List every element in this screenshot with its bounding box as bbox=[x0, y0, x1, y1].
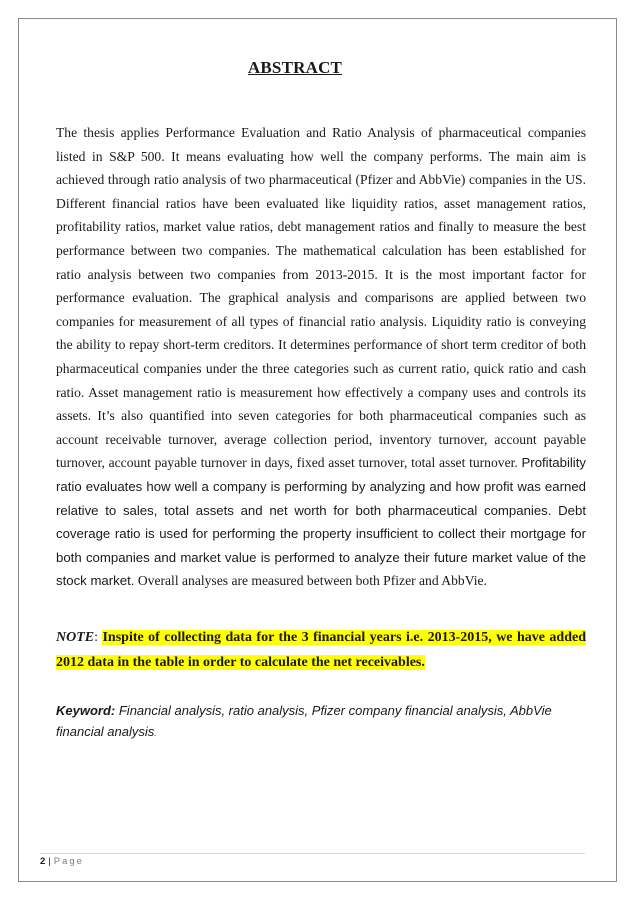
page-footer bbox=[40, 856, 84, 867]
footer-separator: | bbox=[48, 856, 51, 867]
abstract-text-part3: Overall analyses are measured between both Pfizer and AbbVie. bbox=[137, 573, 487, 589]
abstract-paragraph bbox=[56, 121, 586, 593]
page-label: Page bbox=[53, 856, 84, 867]
note-separator: : bbox=[94, 630, 99, 645]
footer-divider bbox=[40, 853, 585, 854]
keyword-paragraph bbox=[56, 700, 586, 744]
note-paragraph bbox=[56, 625, 586, 675]
note-label: NOTE bbox=[56, 630, 95, 645]
page-title: ABSTRACT bbox=[247, 58, 343, 77]
abstract-text-part2: Profitability ratio evaluates how well a company is performing by analyzing and how profit was earned relative to sales, total assets and net worth for both pharmaceutical companies. Debt coverage ratio is used for performing the property insufficient to collect their mortgage for both companies and market value is performed to analyze their future market value of the stock market. bbox=[56, 455, 586, 589]
keyword-label: Keyword: bbox=[56, 703, 116, 718]
abstract-text-part1: The thesis applies Performance Evaluation and Ratio Analysis of pharmaceutical companies listed in S&P 500. It means evaluating how well the company performs. The main aim is achieved through ratio analysis of two pharmaceutical (Pfizer and AbbVie) companies in the US. Different financial ratios have been evaluated like liquidity ratios, asset management ratios, profitability ratios, market value ratios, debt management ratios and finally to measure the best performance between two companies. The mathematical calculation has been established for ratio analysis between two companies from 2013-2015. It is the most important factor for performance evaluation. The graphical analysis and comparisons are applied between two companies for measurement of all types of financial ratio analysis. Liquidity ratio is conveying the ability to repay short-term creditors. It determines performance of short term creditor of both pharmaceutical companies under the three categories such as current ratio, quick ratio and cash ratio. Asset management ratio is measurement how effectively a company uses and controls its assets. It’s also quantified into seven categories for both pharmaceutical companies such as account receivable turnover, average collection period, inventory turnover, account payable turnover, account payable turnover in days, fixed asset turnover, total asset turnover. bbox=[56, 125, 586, 471]
keyword-end: . bbox=[154, 729, 157, 738]
keyword-text: Financial analysis, ratio analysis, Pfizer company financial analysis, AbbVie financial analysis bbox=[56, 703, 552, 739]
note-highlighted-text: Inspite of collecting data for the 3 financial years i.e. 2013-2015, we have added 2012 data in the table in order to calculate the net receivables. bbox=[56, 630, 587, 670]
page-number: 2 bbox=[40, 856, 46, 867]
